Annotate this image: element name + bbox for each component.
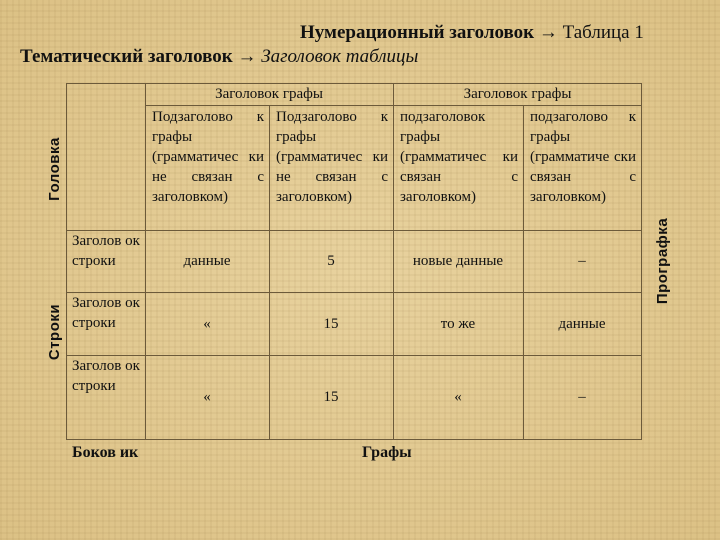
side-label-prografka: Прографка xyxy=(654,217,671,305)
thematic-header-label: Тематический заголовок xyxy=(20,46,233,67)
arrow-icon: → xyxy=(237,46,257,67)
cell-r3-c2: 15 xyxy=(323,389,339,405)
cell-r2-c4: данные xyxy=(558,315,606,332)
cell-r1-c1: данные xyxy=(183,253,231,269)
cell-r3-c3: « xyxy=(454,389,462,405)
grid-line xyxy=(66,83,67,440)
cell-r2-c2: 15 xyxy=(323,315,339,332)
grafy-label: Графы xyxy=(362,444,412,461)
cell-r1-c3: новые данные xyxy=(412,253,504,269)
row-header-2: Заголов ок строки xyxy=(72,295,140,331)
bokovik-label: Боков ик xyxy=(72,444,139,461)
column-header-right: Заголовок графы xyxy=(463,86,572,102)
grid-line xyxy=(641,83,642,440)
numbering-header-label: Нумерационный заголовок xyxy=(300,22,535,43)
cell-r3-c1: « xyxy=(203,389,211,405)
side-label-stroki: Строки xyxy=(46,303,63,361)
cell-r2-c1: « xyxy=(203,315,211,332)
subheader-1: Подзаголово к графы (грамматичес ки не связан с заголовком) xyxy=(152,109,264,205)
cell-r1-c2: 5 xyxy=(327,253,335,269)
thematic-title xyxy=(20,46,418,68)
subheader-3: подзаголовок графы (грамматичес ки связан с заголовком) xyxy=(400,109,518,205)
subheader-2: Подзаголово к графы (грамматичес ки не связан с заголовком) xyxy=(276,109,388,205)
numbering-title xyxy=(300,22,644,44)
table xyxy=(66,83,642,440)
side-label-golovka: Головка xyxy=(46,137,63,201)
cell-r1-c4: – xyxy=(578,253,586,269)
arrow-icon: → xyxy=(538,22,558,43)
row-header-3: Заголов ок строки xyxy=(72,358,140,394)
subheader-4: подзаголово к графы (грамматиче ски связан с заголовком) xyxy=(530,109,636,205)
table-number: Таблица 1 xyxy=(562,22,644,43)
column-header-left: Заголовок графы xyxy=(215,86,323,102)
cell-r2-c3: то же xyxy=(440,315,476,332)
table-header-label: Заголовок таблицы xyxy=(261,46,419,67)
row-header-1: Заголов ок строки xyxy=(72,233,140,269)
cell-r3-c4: – xyxy=(578,389,586,405)
grid-line xyxy=(66,439,642,440)
